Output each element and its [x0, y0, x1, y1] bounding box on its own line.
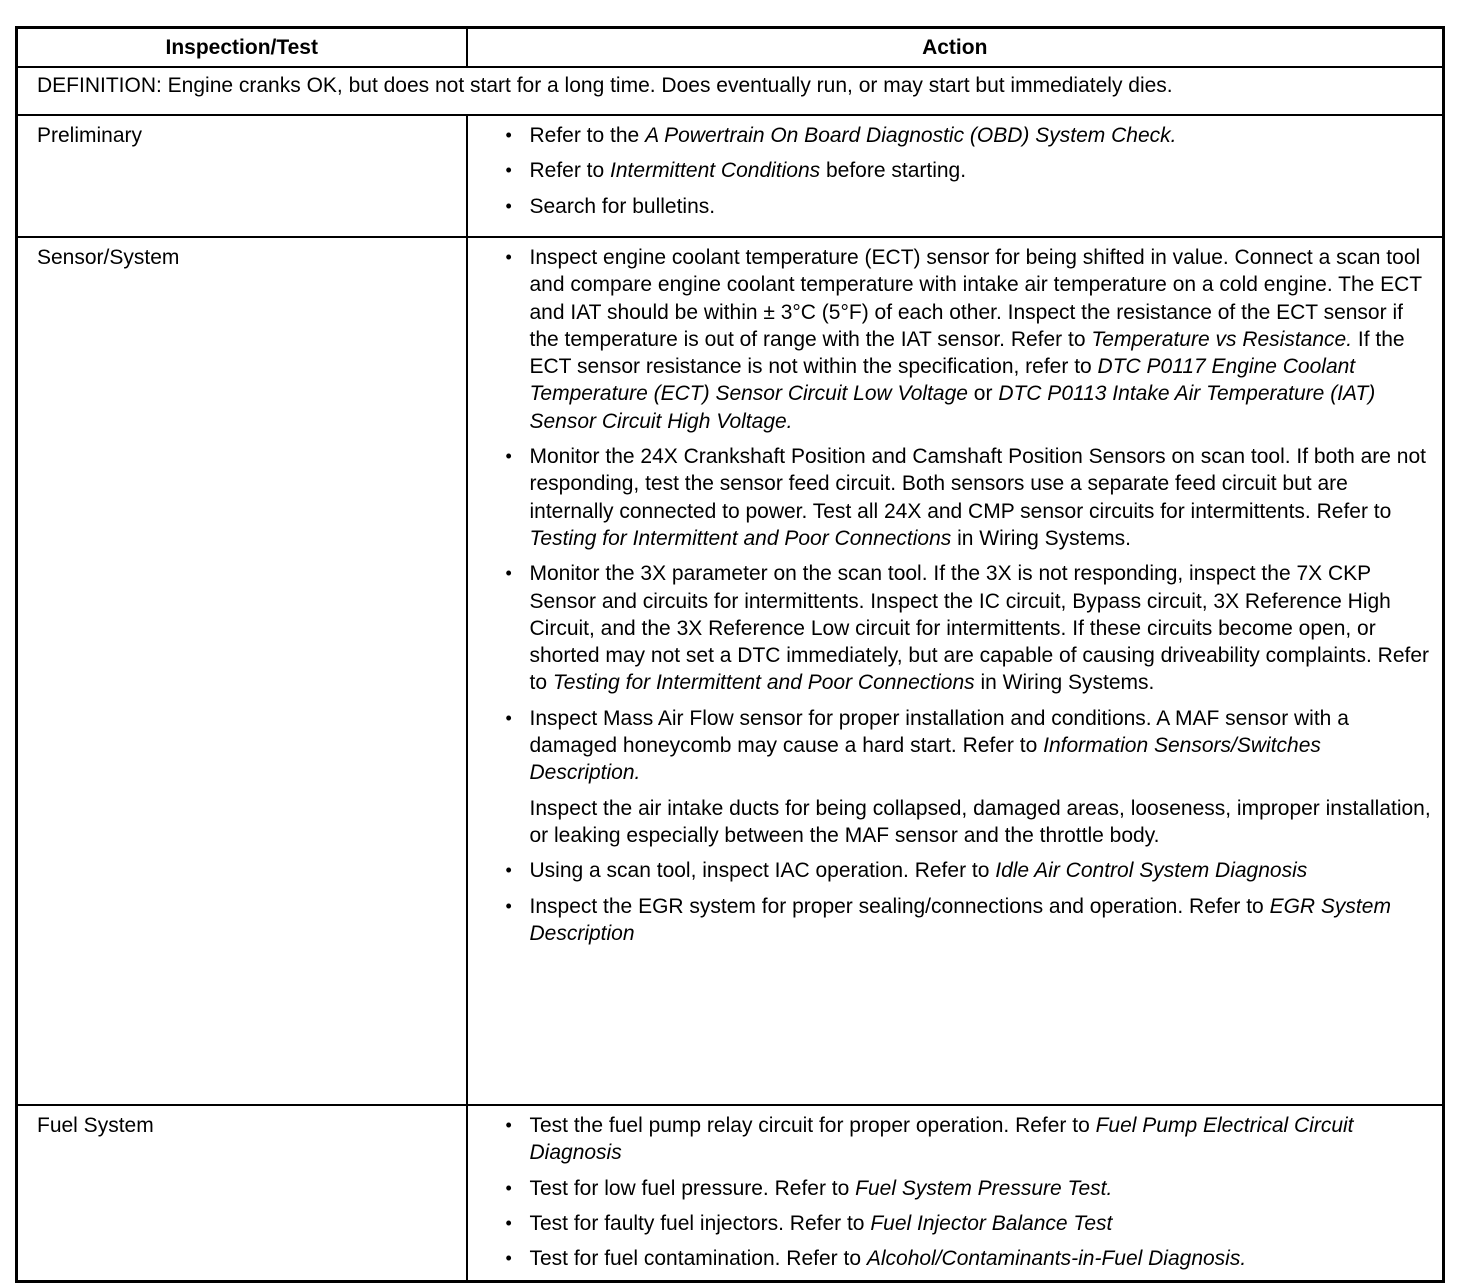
bullet-icon: • [505, 1115, 512, 1135]
reference-link-text: Testing for Intermittent and Poor Connections [529, 526, 952, 550]
action-text: Refer to the [529, 124, 646, 147]
action-paragraph [530, 1175, 1433, 1202]
row-label: Sensor/System [17, 237, 467, 1105]
reference-link-text: Information Sensors/Switches Description. [529, 734, 1321, 785]
action-text: in Wiring Systems. [951, 526, 1131, 550]
bullet-icon: • [505, 160, 512, 181]
reference-link-text: Alcohol/Contaminants-in-Fuel Diagnosis. [866, 1247, 1247, 1271]
table-row-preliminary [17, 115, 1444, 237]
action-paragraph [530, 193, 1433, 220]
action-text: before starting. [820, 159, 967, 183]
reference-link-text: A Powertrain On Board Diagnostic (OBD) System Check. [645, 124, 1177, 147]
definition-row [17, 67, 1444, 115]
action-text: Inspect engine coolant temperature (ECT) sensor for being shifted in value. Connect a scan tool and compare engine coolant temperature with intake air temperature on a cold engine. The ECT and IAT should be within ± 3°C (5°F) of each other. Inspect the resistance of the ECT sensor if the temperature is out of range with the IAT sensor. Refer to [529, 246, 1422, 351]
action-text: Refer to [529, 159, 611, 183]
action-paragraph [530, 122, 1433, 149]
reference-link-text: DTC P0113 Intake Air Temperature (IAT) Sensor Circuit High Voltage. [529, 382, 1376, 433]
table-row-fuel-system [17, 1105, 1444, 1282]
header-action: Action [467, 28, 1444, 68]
row-label: Fuel System [17, 1105, 467, 1282]
action-text: or [967, 382, 999, 406]
action-paragraph [530, 1112, 1433, 1167]
row-actions [467, 237, 1444, 1105]
action-item [506, 193, 1433, 220]
action-text: Monitor the 3X parameter on the scan tool. If the 3X is not responding, inspect the 7X CKP Sensor and circuits for intermittents. Inspect the IC circuit, Bypass circuit, 3X Reference High Circuit, and the 3X Reference Low circuit for intermittents. If these circuits become open, or shorted may not set a DTC immediately, but are capable of causing driveability complaints. Refer to [529, 562, 1430, 695]
action-text: Test for faulty fuel injectors. Refer to [529, 1211, 871, 1235]
action-text: Inspect the EGR system for proper sealing/connections and operation. Refer to [529, 894, 1270, 918]
reference-link-text: Fuel Pump Electrical Circuit Diagnosis [529, 1114, 1354, 1165]
row-actions [467, 1105, 1444, 1282]
action-item [506, 1112, 1433, 1167]
action-text: Test the fuel pump relay circuit for proper operation. Refer to [529, 1114, 1096, 1137]
action-text: Test for fuel contamination. Refer to [529, 1247, 867, 1271]
action-item [506, 1210, 1433, 1237]
action-paragraph [530, 1245, 1433, 1272]
bullet-icon: • [505, 247, 512, 267]
action-paragraph [530, 244, 1433, 435]
bullet-icon: • [505, 860, 512, 881]
action-item [506, 157, 1433, 184]
bullet-icon: • [505, 563, 512, 584]
action-paragraph [530, 443, 1433, 552]
reference-link-text: Fuel Injector Balance Test [870, 1211, 1113, 1235]
reference-link-text: Intermittent Conditions [610, 159, 821, 183]
action-text: Inspect the air intake ducts for being collapsed, damaged areas, looseness, improper installation, or leaking especially between the MAF sensor and the throttle body. [529, 796, 1431, 847]
bullet-icon: • [505, 1177, 512, 1198]
action-paragraph [530, 1210, 1433, 1237]
action-paragraph [530, 857, 1433, 884]
action-item [506, 893, 1433, 948]
action-text: Using a scan tool, inspect IAC operation. Refer to [529, 859, 996, 883]
action-text: Monitor the 24X Crankshaft Position and Camshaft Position Sensors on scan tool. If both are not responding, test the sensor feed circuit. Both sensors use a separate feed circuit but are internally connected to power. Test all 24X and CMP sensor circuits for intermittents. Refer to [529, 445, 1426, 523]
reference-link-text: Fuel System Pressure Test. [855, 1176, 1113, 1200]
action-text: If the ECT sensor resistance is not within the specification, refer to [529, 327, 1405, 379]
action-paragraph [530, 157, 1433, 184]
action-item [506, 244, 1433, 435]
action-paragraph [530, 893, 1433, 948]
reference-link-text: Temperature vs Resistance. [1091, 327, 1353, 351]
action-item [506, 560, 1433, 696]
action-text: Search for bulletins. [529, 194, 716, 218]
action-item [506, 443, 1433, 552]
action-item [506, 705, 1433, 849]
header-inspection-test: Inspection/Test [17, 28, 467, 68]
row-actions [467, 115, 1444, 237]
action-item [506, 857, 1433, 884]
reference-link-text: Idle Air Control System Diagnosis [995, 859, 1308, 883]
action-text: Test for low fuel pressure. Refer to [529, 1176, 856, 1200]
bullet-icon: • [505, 195, 512, 216]
bullet-icon: • [505, 446, 512, 467]
table-row-sensor-system [17, 237, 1444, 1105]
action-paragraph [530, 795, 1433, 850]
action-list [468, 238, 1443, 947]
definition-text: DEFINITION: Engine cranks OK, but does not start for a long time. Does eventually run, or may start but immediately dies. [17, 67, 1444, 115]
row-label: Preliminary [17, 115, 467, 237]
header-row [17, 28, 1444, 68]
action-text: Inspect Mass Air Flow sensor for proper installation and conditions. A MAF sensor with a damaged honeycomb may cause a hard start. Refer to [529, 706, 1349, 758]
reference-link-text: Testing for Intermittent and Poor Connections [552, 671, 975, 695]
action-list [468, 116, 1443, 220]
reference-link-text: DTC P0117 Engine Coolant Temperature (ECT) Sensor Circuit Low Voltage [529, 355, 1356, 406]
bullet-icon: • [505, 895, 512, 916]
action-list [468, 1106, 1443, 1272]
action-item [506, 1245, 1433, 1272]
diagnostic-table [15, 26, 1445, 1283]
action-text: in Wiring Systems. [974, 671, 1155, 695]
bullet-icon: • [505, 1248, 512, 1269]
action-paragraph [530, 560, 1433, 696]
action-item [506, 1175, 1433, 1202]
reference-link-text: EGR System Description [529, 894, 1391, 945]
action-item [506, 122, 1433, 149]
bullet-icon: • [505, 1212, 512, 1233]
action-paragraph [530, 705, 1433, 787]
bullet-icon: • [505, 707, 512, 728]
bullet-icon: • [505, 125, 512, 145]
